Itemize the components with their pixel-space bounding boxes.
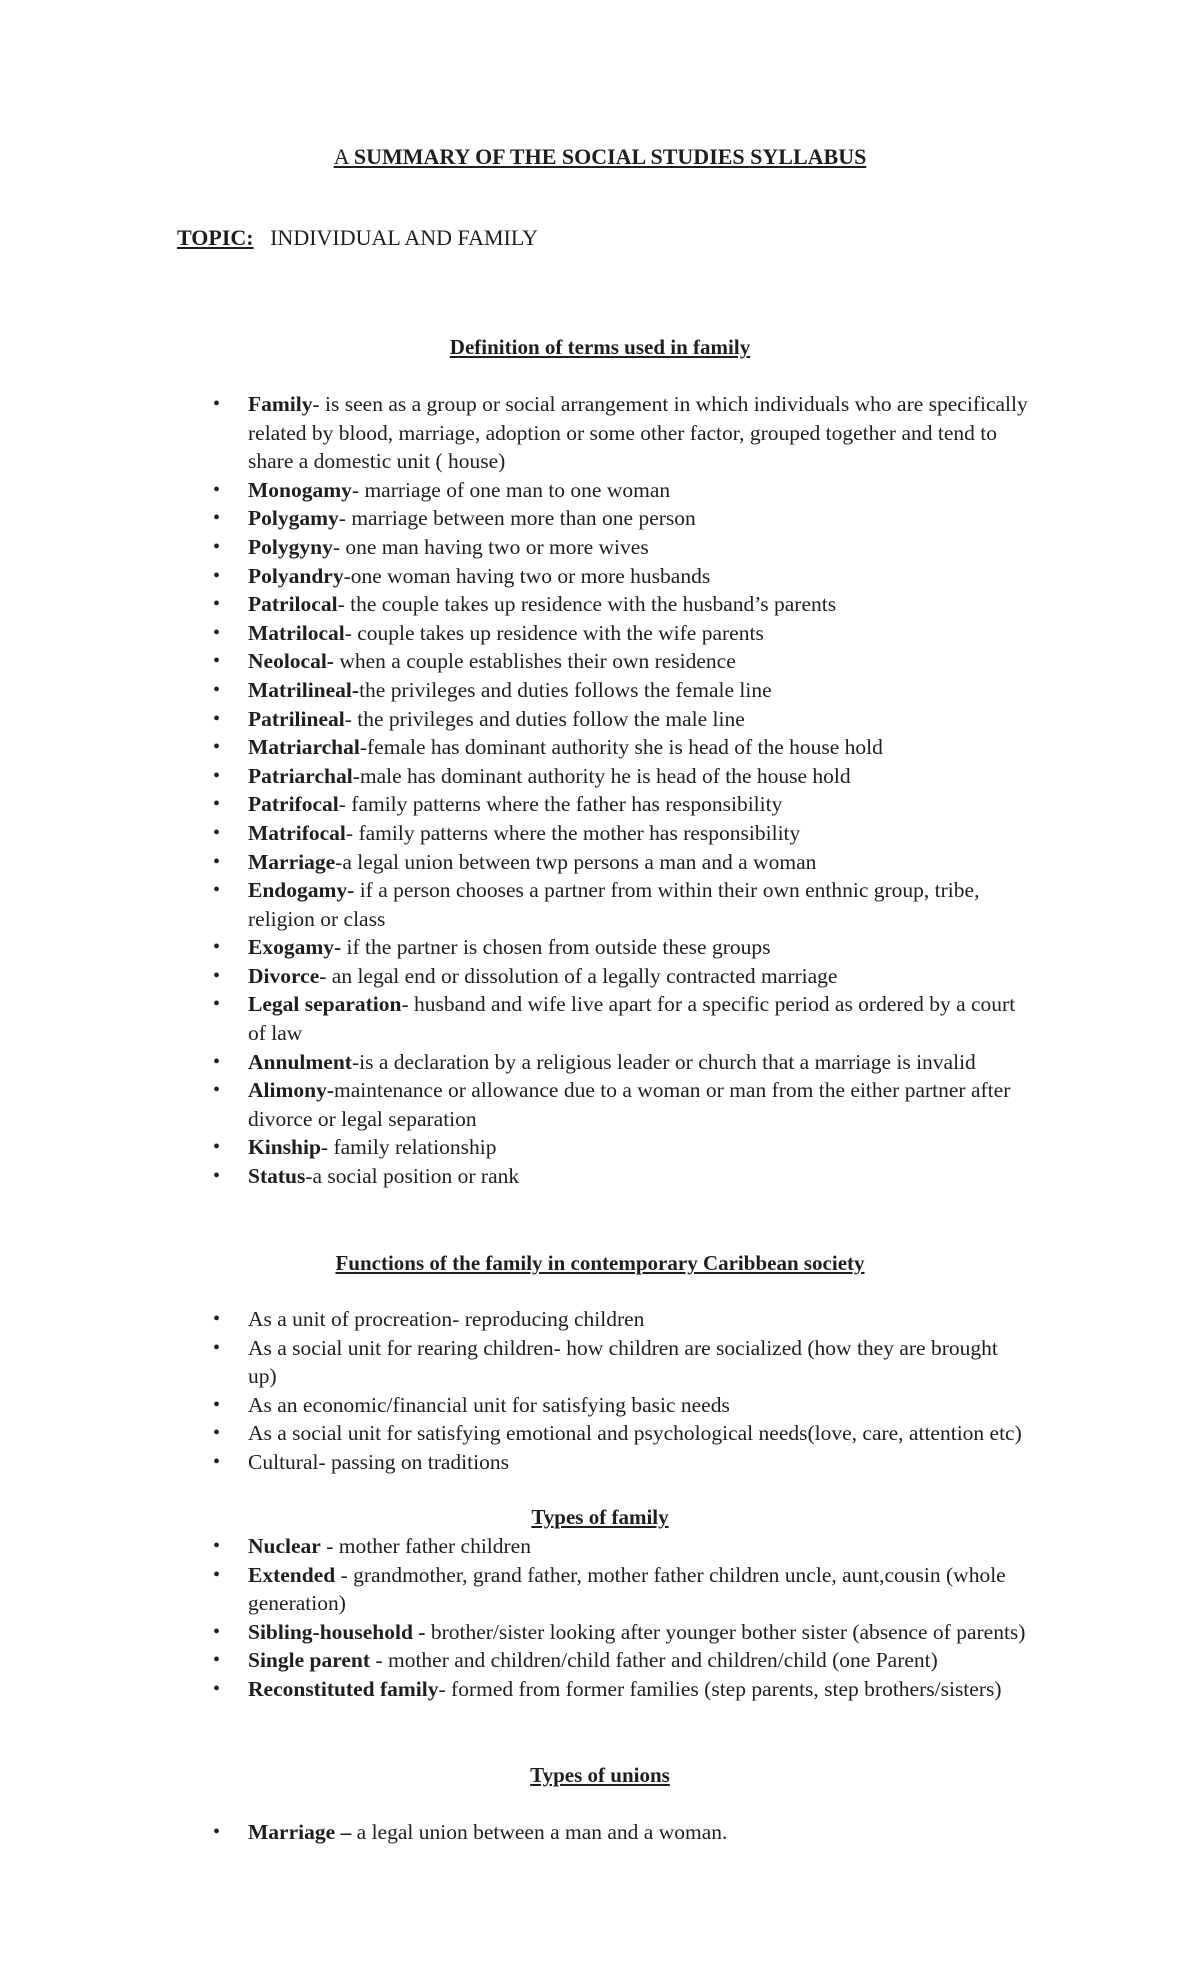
item-text: if a person chooses a partner from within their own enthnic group, tribe, religion or class xyxy=(248,878,980,931)
list-item xyxy=(0,1818,1200,1847)
bullet-icon: • xyxy=(213,850,221,873)
bullet-icon: • xyxy=(213,879,221,902)
item-text: -male has dominant authority he is head of the house hold xyxy=(352,763,851,788)
bullet-icon: • xyxy=(213,936,221,959)
item-text: - grandmother, grand father, mother father children uncle, aunt,cousin (whole generation) xyxy=(248,1562,1006,1616)
functions-heading: Functions of the family in contemporary Caribbean society xyxy=(335,1251,865,1275)
bullet-icon: • xyxy=(213,1336,221,1359)
item-text: -female has dominant authority she is head of the house hold xyxy=(359,735,883,760)
family-types-heading: Types of family xyxy=(531,1505,669,1529)
item-text: - marriage of one man to one woman xyxy=(351,477,671,502)
list-item xyxy=(0,1162,1200,1191)
item-term: Legal separation xyxy=(248,992,402,1017)
list-item xyxy=(0,962,1200,991)
bullet-icon: • xyxy=(213,793,221,816)
list-item xyxy=(0,1448,1200,1477)
list-item xyxy=(0,1076,1200,1133)
list-item xyxy=(0,1618,1200,1647)
item-term: Patrifocal xyxy=(248,792,339,817)
item-term: Kinship xyxy=(248,1135,321,1160)
item-text: - husband and wife live apart for a specific period as ordered by a court of law xyxy=(248,992,1016,1046)
bullet-icon: • xyxy=(213,1136,221,1159)
item-term: Polygamy xyxy=(248,506,339,531)
list-item xyxy=(0,1391,1200,1420)
item-text: - family relationship xyxy=(320,1135,497,1160)
bullet-icon: • xyxy=(213,1165,221,1188)
item-text: Cultural- passing on traditions xyxy=(248,1449,509,1474)
list-item xyxy=(0,790,1200,819)
bullet-icon: • xyxy=(213,707,221,730)
bullet-icon: • xyxy=(213,507,221,530)
bullet-icon: • xyxy=(213,1563,221,1586)
list-item xyxy=(0,1305,1200,1334)
item-text: As a unit of procreation- reproducing children xyxy=(248,1307,645,1331)
unions-list xyxy=(0,1818,1200,1847)
item-text: - the privileges and duties follow the male line xyxy=(344,706,745,731)
item-text: As a social unit for rearing children- how children are socialized (how they are brought up) xyxy=(248,1335,998,1389)
item-term: Neolocal- xyxy=(248,649,334,674)
item-term: Polyandry xyxy=(248,563,344,588)
bullet-icon: • xyxy=(213,1050,221,1073)
item-text: - family patterns where the father has responsibility xyxy=(338,792,783,817)
item-term: Annulment xyxy=(248,1049,352,1074)
item-term: Monogamy xyxy=(248,477,352,502)
bullet-icon: • xyxy=(213,564,221,587)
item-term: Matrilineal- xyxy=(248,677,360,702)
item-text: -a legal union between twp persons a man and a woman xyxy=(335,849,817,874)
item-term: Patriarchal xyxy=(248,763,353,788)
page-title xyxy=(0,142,1200,172)
functions-list xyxy=(0,1305,1200,1477)
item-text: -one woman having two or more husbands xyxy=(343,563,711,588)
list-item xyxy=(0,1646,1200,1675)
item-term: Matrilocal xyxy=(248,620,345,645)
item-text: - family patterns where the mother has responsibility xyxy=(345,820,801,845)
item-term: Marriage – xyxy=(248,1820,352,1844)
list-item xyxy=(0,990,1200,1047)
list-item xyxy=(0,1334,1200,1391)
topic-value: INDIVIDUAL AND FAMILY xyxy=(270,225,538,250)
item-term: Status xyxy=(248,1164,306,1189)
item-text: - formed from former families (step parents, step brothers/sisters) xyxy=(438,1676,1002,1701)
item-text: - the couple takes up residence with the husband’s parents xyxy=(337,592,837,617)
bullet-icon: • xyxy=(213,964,221,987)
list-item xyxy=(0,848,1200,877)
item-text: - couple takes up residence with the wife parents xyxy=(344,620,764,645)
item-text: - marriage between more than one person xyxy=(338,506,696,531)
bullet-icon: • xyxy=(213,1649,221,1672)
bullet-icon: • xyxy=(213,1535,221,1557)
list-item xyxy=(0,590,1200,619)
item-term: Divorce xyxy=(248,963,320,988)
item-term: Single parent xyxy=(248,1648,371,1673)
item-text: -is a declaration by a religious leader or church that a marriage is invalid xyxy=(351,1049,976,1074)
item-term: Extended xyxy=(248,1562,336,1587)
list-item xyxy=(0,933,1200,962)
item-term: Reconstituted family xyxy=(248,1676,439,1701)
topic-line xyxy=(177,223,538,253)
item-term: Endogamy- xyxy=(248,878,355,903)
bullet-icon: • xyxy=(213,993,221,1016)
list-item xyxy=(0,647,1200,676)
item-term: Marriage xyxy=(248,849,336,874)
bullet-icon: • xyxy=(213,764,221,787)
item-term: Family xyxy=(248,392,313,416)
item-text: As a social unit for satisfying emotional and psychological needs(love, care, attention etc) xyxy=(248,1421,1022,1446)
bullet-icon: • xyxy=(213,1393,221,1416)
list-item xyxy=(0,562,1200,591)
title-prefix: A xyxy=(333,144,354,169)
bullet-icon: • xyxy=(213,621,221,644)
family-types-list xyxy=(0,1532,1200,1704)
bullet-icon: • xyxy=(213,678,221,701)
item-text: - an legal end or dissolution of a legally contracted marriage xyxy=(319,963,838,988)
list-item xyxy=(0,876,1200,933)
item-text: - one man having two or more wives xyxy=(332,534,649,559)
bullet-icon: • xyxy=(213,1620,221,1643)
item-term: Matriarchal xyxy=(248,735,360,760)
item-text: -a social position or rank xyxy=(305,1164,520,1189)
item-term: Alimony- xyxy=(248,1078,334,1103)
item-term: Nuclear xyxy=(248,1534,321,1558)
unions-heading: Types of unions xyxy=(530,1763,670,1787)
bullet-icon: • xyxy=(213,478,221,501)
bullet-icon: • xyxy=(213,1677,221,1700)
list-item xyxy=(0,1419,1200,1448)
list-item xyxy=(0,1532,1200,1561)
list-item xyxy=(0,819,1200,848)
list-item xyxy=(0,762,1200,791)
item-term: Patrilocal xyxy=(248,592,338,617)
bullet-icon: • xyxy=(213,1308,221,1330)
item-text: maintenance or allowance due to a woman or man from the either partner after divorce or legal separation xyxy=(248,1078,1011,1131)
list-item xyxy=(0,476,1200,505)
list-item xyxy=(0,1675,1200,1704)
definitions-list xyxy=(0,390,1200,1191)
bullet-icon: • xyxy=(213,1079,221,1102)
list-item xyxy=(0,533,1200,562)
item-term: Matrifocal xyxy=(248,820,346,845)
item-text: if the partner is chosen from outside these groups xyxy=(341,935,771,960)
bullet-icon: • xyxy=(213,535,221,558)
title-main: SUMMARY OF THE SOCIAL STUDIES SYLLABUS xyxy=(353,144,867,169)
item-term: Sibling-household - xyxy=(248,1619,426,1644)
item-term: Patrilineal xyxy=(248,706,345,731)
list-item xyxy=(0,1133,1200,1162)
list-item xyxy=(0,1561,1200,1618)
topic-label: TOPIC: xyxy=(177,225,254,250)
list-item xyxy=(0,390,1200,476)
item-text: brother/sister looking after younger bother sister (absence of parents) xyxy=(425,1619,1026,1644)
list-item xyxy=(0,1048,1200,1077)
item-text: when a couple establishes their own residence xyxy=(333,649,736,674)
bullet-icon: • xyxy=(213,1450,221,1473)
bullet-icon: • xyxy=(213,650,221,673)
list-item xyxy=(0,504,1200,533)
item-text: a legal union between a man and a woman. xyxy=(351,1820,728,1844)
list-item xyxy=(0,619,1200,648)
item-text: the privileges and duties follows the female line xyxy=(359,677,772,702)
bullet-icon: • xyxy=(213,1821,221,1843)
list-item xyxy=(0,733,1200,762)
list-item xyxy=(0,676,1200,705)
bullet-icon: • xyxy=(213,821,221,844)
bullet-icon: • xyxy=(213,393,221,415)
definitions-heading: Definition of terms used in family xyxy=(449,335,751,359)
bullet-icon: • xyxy=(213,736,221,759)
item-term: Exogamy- xyxy=(248,935,342,960)
item-text: As an economic/financial unit for satisfying basic needs xyxy=(248,1392,730,1417)
item-text: - mother father children xyxy=(320,1534,531,1558)
item-term: Polygyny xyxy=(248,534,333,559)
bullet-icon: • xyxy=(213,1422,221,1445)
item-text: - is seen as a group or social arrangement in which individuals who are specifically related by blood, marriage, adoption or some other factor, grouped together and tend to share a domestic unit ( house) xyxy=(248,392,1028,474)
bullet-icon: • xyxy=(213,593,221,616)
item-text: - mother and children/child father and children/child (one Parent) xyxy=(370,1648,938,1673)
list-item xyxy=(0,705,1200,734)
